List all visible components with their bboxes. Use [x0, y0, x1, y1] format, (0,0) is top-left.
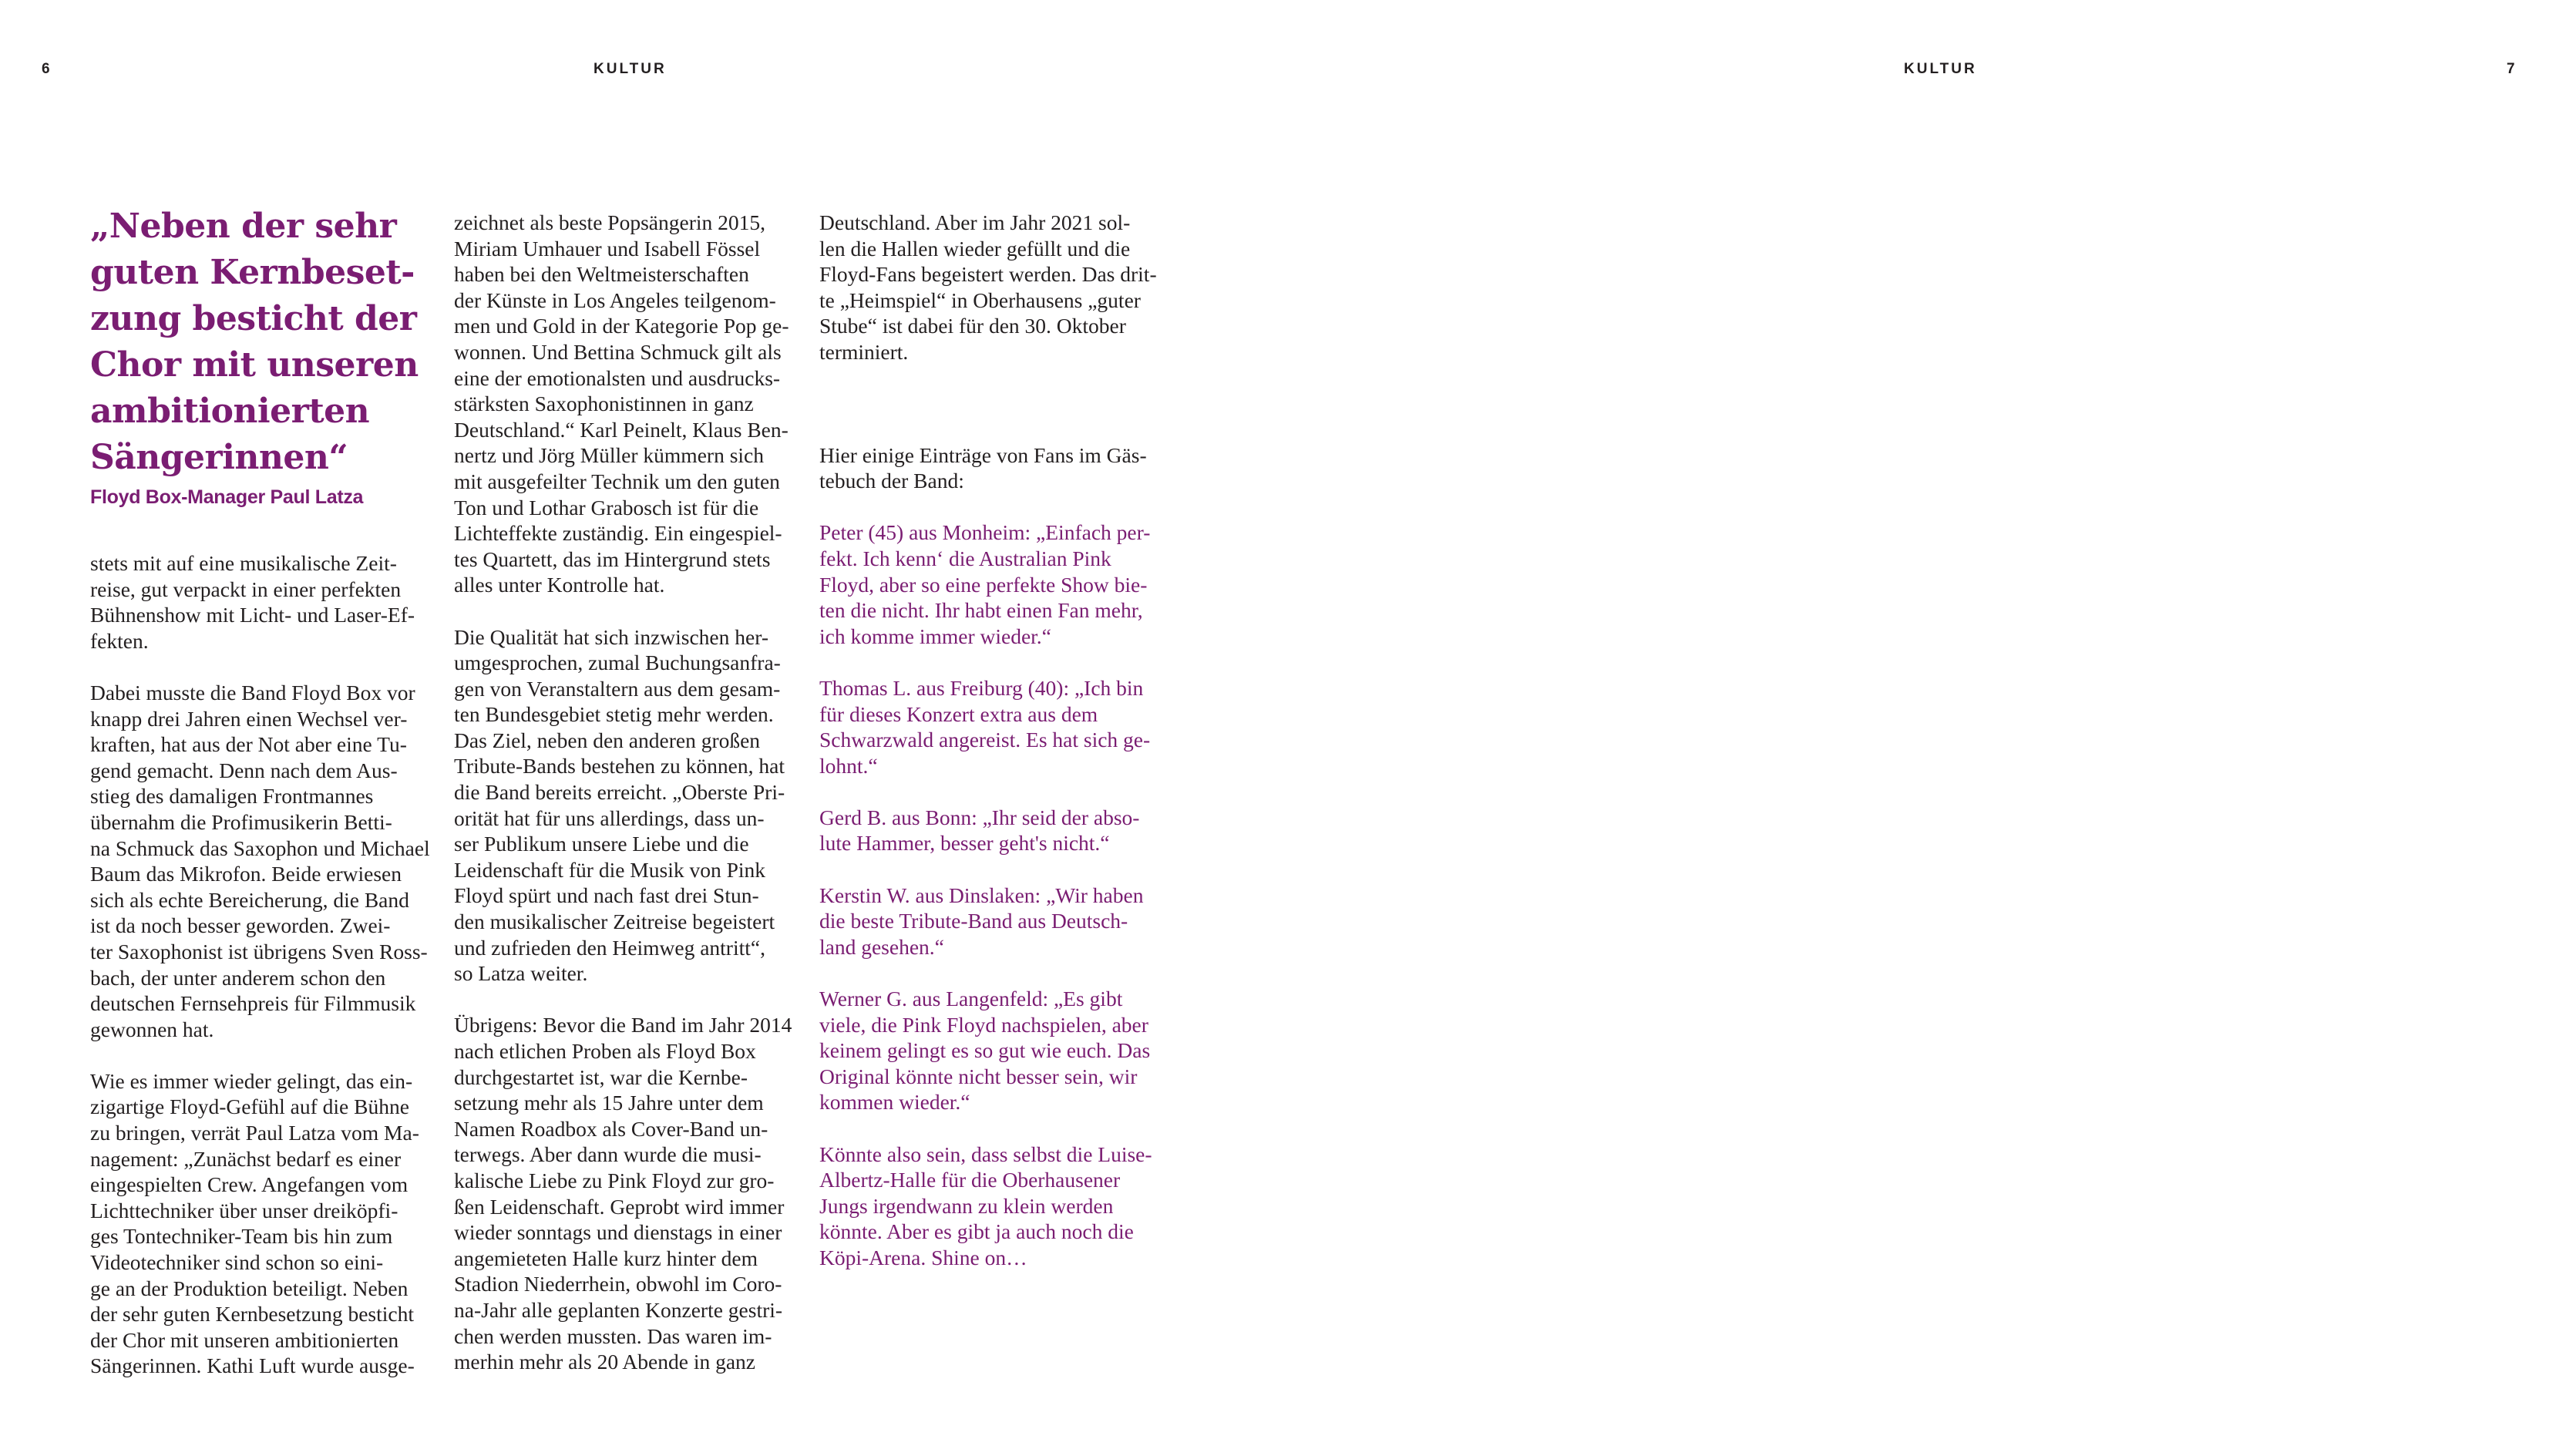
paragraph: Übrigens: Bevor die Band im Jahr 2014 nach etlichen Proben als Floyd Box durchgestartet ist, war die Kernbe- setzung mehr als 15 Jahre unter dem Namen Roadbox als Cover-Band un- terwegs. Aber dann wurde die musi- kalische Liebe zu Pink Floyd zur gro- ßen Leidenschaft. Geprobt wird immer wieder sonntags und dienstags in einer angemieteten Halle kurz hinter dem Stadion Niederrhein, obwohl im Coro- na-Jahr alle geplanten Konzerte gestri- chen werden mussten. Das waren im- merhin mehr als 20 Abende in ganz: [454, 1013, 792, 1374]
page-number-left: 6: [42, 61, 50, 77]
paragraph: Wie es immer wieder gelingt, das ein- zigartige Floyd-Gefühl auf die Bühne zu bringen, verrät Paul Latza vom Ma- nagement: „Zunächst bedarf es einer eingespielten Crew. Angefangen vom Lichttechniker über unser dreiköpfi- ges Tontechniker-Team bis hin zum Videotechniker sind schon so eini- ge an der Produktion beteiligt. Neben der sehr guten Kernbesetzung besticht der Chor mit unseren ambitionierten Sängerinnen. Kathi Luft wurde ausge-: [90, 1068, 419, 1378]
section-header-right: KULTUR: [1904, 61, 1977, 77]
article-column-2: [454, 210, 801, 1401]
page-number-right: 7: [2507, 61, 2515, 77]
guestbook-entry: Thomas L. aus Freiburg (40): „Ich bin für dieses Konzert extra aus dem Schwarzwald angereist. Es hat sich ge- lohnt.“: [819, 675, 1151, 778]
article-column-1: [90, 203, 437, 1405]
paragraph: Die Qualität hat sich inzwischen her- umgesprochen, zumal Buchungsanfra- gen von Veranstaltern aus dem gesam- ten Bundesgebiet stetig mehr werden. Das Ziel, neben den anderen großen Tribute-Bands bestehen zu können, hat die Band bereits erreicht. „Oberste Pri- orität hat für uns allerdings, dass un- ser Publikum unsere Liebe und die Leidenschaft für die Musik von Pink Floyd spürt und nach fast drei Stun- den musikalischer Zeitreise begeistert und zufrieden den Heimweg antritt“, so Latza weiter.: [454, 624, 785, 986]
guestbook-entry: Werner G. aus Langenfeld: „Es gibt viele, die Pink Floyd nachspielen, aber keinem gelingt es so gut wie euch. Das Original könnte nicht besser sein, wir kommen wieder.“: [819, 987, 1151, 1115]
paragraph: stets mit auf eine musikalische Zeit- reise, gut verpackt in einer perfekten Bühnenshow mit Licht- und Laser-Ef- fekten.: [90, 551, 415, 653]
pull-quote: „Neben der sehr guten Kernbeset- zung besticht der Chor mit unseren ambitionierten Sängerinnen“: [90, 207, 419, 477]
guestbook-entry: Kerstin W. aus Dinslaken: „Wir haben die beste Tribute-Band aus Deutsch- land gesehen.“: [819, 883, 1144, 959]
section-header-left: KULTUR: [594, 61, 667, 77]
paragraph: Dabei musste die Band Floyd Box vor knapp drei Jahren einen Wechsel ver- kraften, hat aus der Not aber eine Tu- gend gemacht. Denn nach dem Aus- stieg des damaligen Frontmannes übernahm die Profimusikerin Betti- na Schmuck das Saxophon und Michael Baum das Mikrofon. Beide erwiesen sich als echte Bereicherung, die Band ist da noch besser geworden. Zwei- ter Saxophonist ist übrigens Sven Ross- bach, der unter anderem schon den deutschen Fernsehpreis für Filmmusik gewonnen hat.: [90, 680, 430, 1041]
pull-quote-attribution: Floyd Box-Manager Paul Latza: [90, 486, 364, 508]
guestbook-intro: Hier einige Einträge von Fans im Gäs- tebuch der Band:: [819, 442, 1147, 493]
guestbook-entry: Peter (45) aus Monheim: „Einfach per- fekt. Ich kenn‘ die Australian Pink Floyd, aber so eine perfekte Show bie- ten die nicht. Ihr habt einen Fan mehr, ich komme immer wieder.“: [819, 520, 1151, 648]
guestbook-entry: Gerd B. aus Bonn: „Ihr seid der abso- lute Hammer, besser geht's nicht.“: [819, 805, 1140, 856]
paragraph: Deutschland. Aber im Jahr 2021 sol- len die Hallen wieder gefüllt und die Floyd-Fans begeistert werden. Das drit- te „Heimspiel“ in Oberhausens „guter Stube“ ist dabei für den 30. Oktober terminiert.: [819, 210, 1157, 364]
article-column-3: [819, 210, 1174, 1296]
closing-paragraph: Könnte also sein, dass selbst die Luise- Albertz-Halle für die Oberhausener Jungs irgendwann zu klein werden könnte. Aber es gibt ja auch noch die Köpi-Arena. Shine on…: [819, 1142, 1152, 1269]
paragraph: zeichnet als beste Popsängerin 2015, Miriam Umhauer und Isabell Fössel haben bei den Weltmeisterschaften der Künste in Los Angeles teilgenom- men und Gold in der Kategorie Pop ge- wonnen. Und Bettina Schmuck gilt als eine der emotionalsten und ausdrucks- stärksten Saxophonistinnen in ganz Deutschland.“ Karl Peinelt, Klaus Ben- nertz und Jörg Müller kümmern sich mit ausgefeilter Technik um den guten Ton und Lothar Grabosch ist für die Lichteffekte zuständig. Ein eingespiel- tes Quartett, das im Hintergrund stets alles unter Kontrolle hat.: [454, 210, 789, 597]
